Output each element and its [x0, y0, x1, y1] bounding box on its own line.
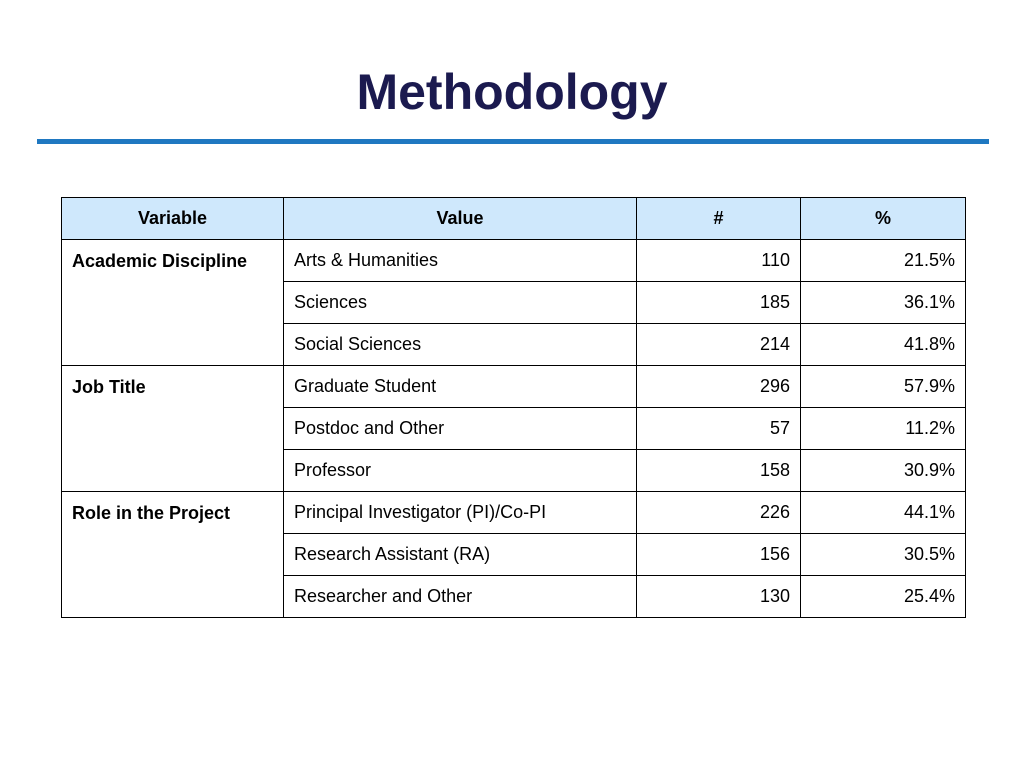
table-row	[62, 366, 966, 408]
header-percent: %	[801, 198, 966, 240]
table-header-row	[62, 198, 966, 240]
percent-cell: 57.9%	[801, 366, 966, 408]
count-cell: 296	[637, 366, 801, 408]
percent-cell: 21.5%	[801, 240, 966, 282]
value-cell: Arts & Humanities	[284, 240, 637, 282]
percent-cell: 36.1%	[801, 282, 966, 324]
count-cell: 226	[637, 492, 801, 534]
value-cell: Research Assistant (RA)	[284, 534, 637, 576]
header-value: Value	[284, 198, 637, 240]
variable-cell: Job Title	[62, 366, 284, 492]
value-cell: Social Sciences	[284, 324, 637, 366]
count-cell: 130	[637, 576, 801, 618]
value-cell: Sciences	[284, 282, 637, 324]
percent-cell: 44.1%	[801, 492, 966, 534]
variable-cell: Role in the Project	[62, 492, 284, 618]
value-cell: Postdoc and Other	[284, 408, 637, 450]
value-cell: Professor	[284, 450, 637, 492]
percent-cell: 41.8%	[801, 324, 966, 366]
methodology-table	[61, 197, 966, 618]
count-cell: 185	[637, 282, 801, 324]
percent-cell: 11.2%	[801, 408, 966, 450]
header-variable: Variable	[62, 198, 284, 240]
count-cell: 158	[637, 450, 801, 492]
count-cell: 110	[637, 240, 801, 282]
variable-cell: Academic Discipline	[62, 240, 284, 366]
header-count: #	[637, 198, 801, 240]
count-cell: 57	[637, 408, 801, 450]
page-title: Methodology	[356, 64, 668, 120]
value-cell: Principal Investigator (PI)/Co-PI	[284, 492, 637, 534]
value-cell: Researcher and Other	[284, 576, 637, 618]
percent-cell: 30.5%	[801, 534, 966, 576]
title-divider	[37, 139, 989, 144]
percent-cell: 30.9%	[801, 450, 966, 492]
value-cell: Graduate Student	[284, 366, 637, 408]
table-row	[62, 492, 966, 534]
count-cell: 156	[637, 534, 801, 576]
percent-cell: 25.4%	[801, 576, 966, 618]
table-row	[62, 240, 966, 282]
count-cell: 214	[637, 324, 801, 366]
